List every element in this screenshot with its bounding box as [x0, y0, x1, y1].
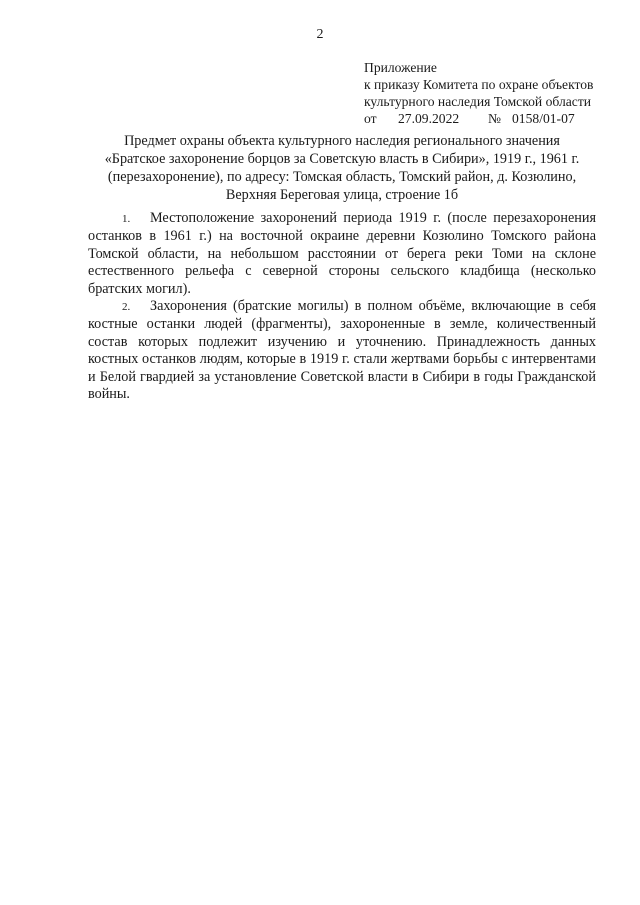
- appendix-order-meta: [364, 110, 624, 127]
- appendix-block: [364, 59, 624, 127]
- title-line-3: (перезахоронение), по адресу: Томская область, Томский район, д. Козюлино,: [107, 169, 577, 185]
- paragraph-text: Местоположение захоронений периода 1919 г. (после перезахоронения останков в 1961 г.) на восточной окраине деревни Козюлино Томского района Томской области, на небольшом расстоянии от берега реки Томи на склоне естественного рельефа с северной стороны сельского кладбища (несколько братских могил).: [88, 210, 596, 297]
- paragraph-number: 2.: [122, 301, 131, 314]
- appendix-number-label: №: [488, 111, 501, 126]
- paragraph-1: [88, 210, 596, 298]
- appendix-heading: Приложение: [364, 60, 437, 75]
- title-line-2: «Братское захоронение борцов за Советскую власть в Сибири», 1919 г., 1961 г.: [104, 151, 580, 167]
- title-line-4: Верхняя Береговая улица, строение 1б: [225, 187, 459, 203]
- appendix-date: 27.09.2022: [398, 111, 460, 126]
- title-line-1: Предмет охраны объекта культурного наследия регионального значения: [124, 133, 560, 149]
- appendix-committee-line: культурного наследия Томской области: [364, 94, 592, 109]
- appendix-order-line: к приказу Комитета по охране объектов: [364, 77, 594, 92]
- paragraph-number: 1.: [122, 213, 131, 225]
- paragraph-text: Захоронения (братские могилы) в полном объёме, включающие в себя костные останки людей (фрагменты), захороненные в земле, количественный состав которых подлежит изучению и уточнению. Принадлежность данных костных останков людям, которые в 1919 г. стали жертвами борьбы с интервентами и Белой гвардией за установление Советской власти в Сибири в годы Гражданской войны.: [88, 298, 596, 403]
- appendix-from-label: от: [364, 111, 377, 126]
- document-title: [88, 132, 596, 204]
- page-number: 2: [316, 27, 324, 42]
- paragraph-2: [88, 298, 596, 403]
- document-body: [88, 210, 596, 403]
- appendix-number: 0158/01-07: [512, 111, 575, 126]
